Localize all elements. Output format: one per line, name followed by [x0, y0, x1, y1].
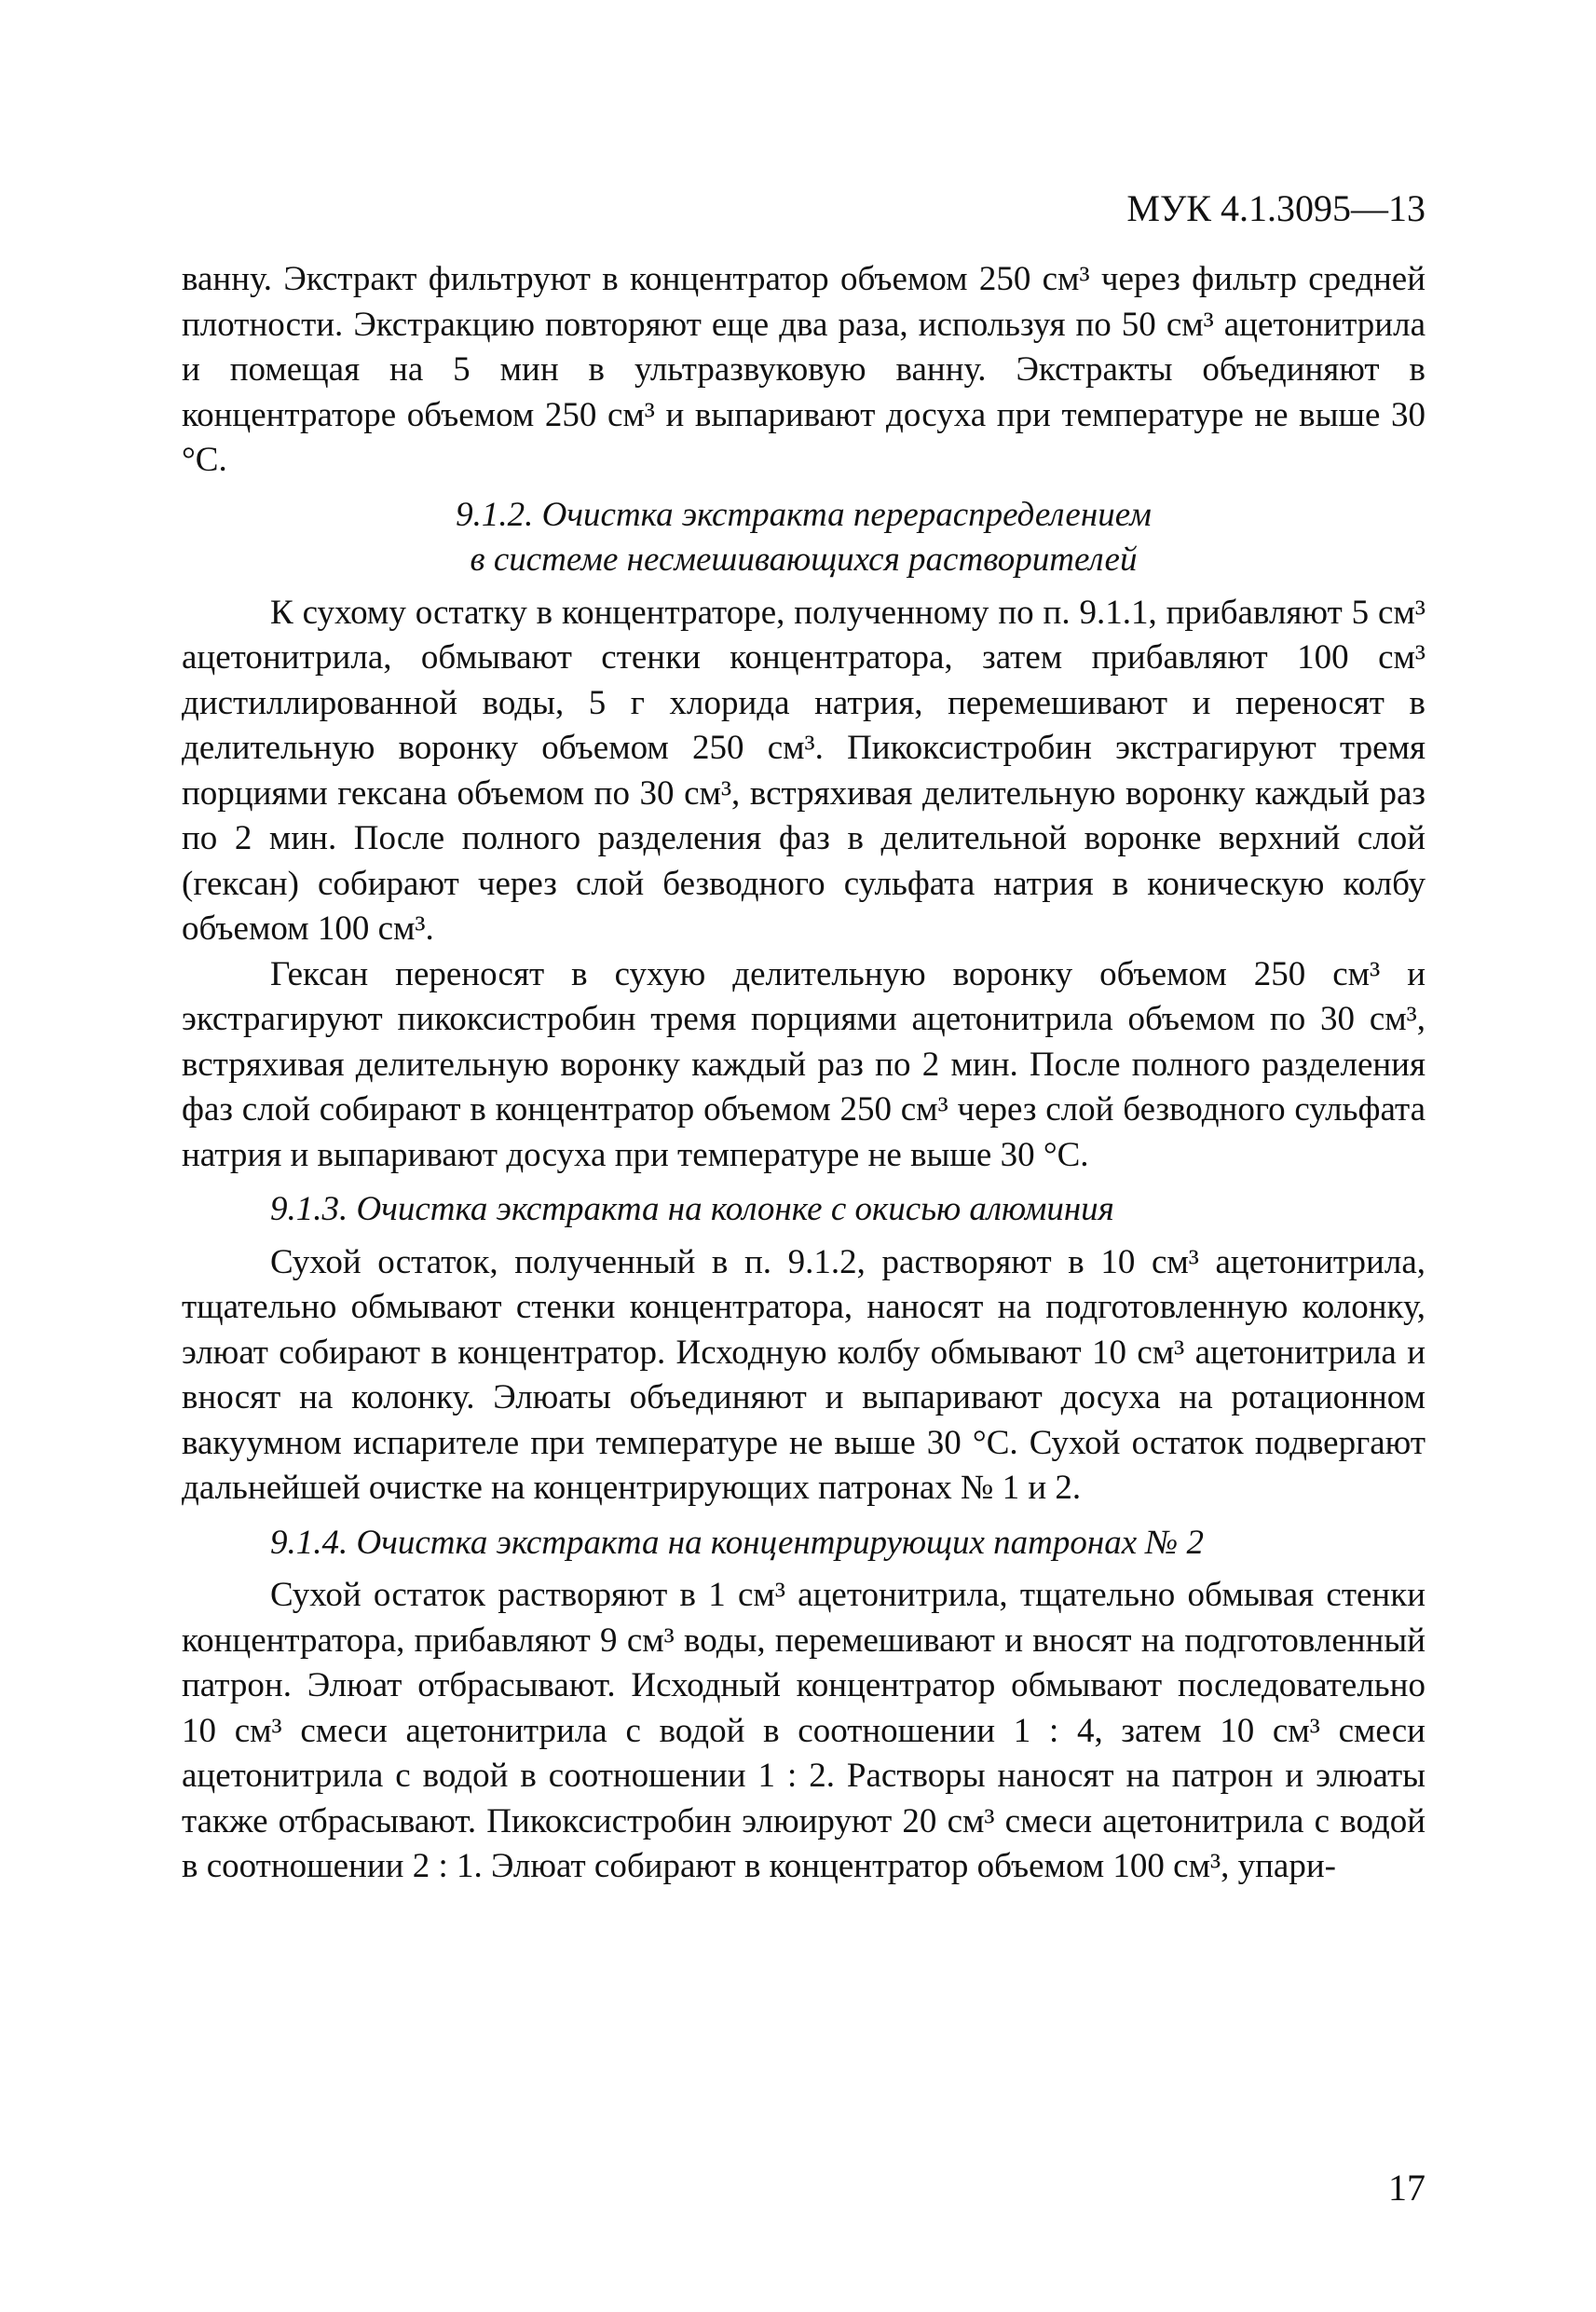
- paragraph-9-1-4: Сухой остаток растворяют в 1 см³ ацетонитрила, тщательно обмывая стенки концентратора, прибавляют 9 см³ воды, перемешивают и вносят на подготовленный патрон. Элюат отбрасывают. Исходный концентратор обмывают последовательно 10 см³ смеси ацетонитрила с водой в соотношении 1 : 4, затем 10 см³ смеси ацетонитрила с водой в соотношении 1 : 2. Растворы наносят на патрон и элюаты также отбрасывают. Пикоксистробин элюируют 20 см³ смеси ацетонитрила с водой в соотношении 2 : 1. Элюат собирают в концентратор объемом 100 см³, упари-: [182, 1576, 1425, 1885]
- paragraph-intro: ванну. Экстракт фильтруют в концентратор объемом 250 см³ через фильтр средней плотности. Экстракцию повторяют еще два раза, используя по 50 см³ ацетонитрила и помещая на 5 мин в ультразвуковую ванну. Экстракты объединяют в концентраторе объемом 250 см³ и выпаривают досуха при температуре не выше 30 °С.: [182, 260, 1425, 479]
- section-heading-9-1-2: [182, 493, 1425, 583]
- section-heading-9-1-2-line1: 9.1.2. Очистка экстракта перераспределением: [456, 495, 1152, 534]
- paragraph-9-1-2-b: Гексан переносят в сухую делительную воронку объемом 250 см³ и экстрагируют пикоксистробин тремя порциями ацетонитрила объемом по 30 см³, встряхивая делительную воронку каждый раз по 2 мин. После полного разделения фаз слой собирают в концентратор объемом 250 см³ через слой безводного сульфата натрия и выпаривают досуха при температуре не выше 30 °С.: [182, 954, 1425, 1174]
- running-head: МУК 4.1.3095—13: [1126, 187, 1425, 229]
- section-heading-9-1-2-line2: в системе несмешивающихся растворителей: [470, 540, 1138, 579]
- page-body: [182, 186, 1425, 1890]
- paragraph-9-1-3: Сухой остаток, полученный в п. 9.1.2, растворяют в 10 см³ ацетонитрила, тщательно обмывают стенки концентратора, наносят на подготовленную колонку, элюат собирают в концентратор. Исходную колбу обмывают 10 см³ ацетонитрила и вносят на колонку. Элюаты объединяют и выпаривают досуха на ротационном вакуумном испарителе при температуре не выше 30 °С. Сухой остаток подвергают дальнейшей очистке на концентрирующих патронах № 1 и 2.: [182, 1242, 1425, 1507]
- section-heading-9-1-3: 9.1.3. Очистка экстракта на колонке с окисью алюминия: [270, 1190, 1114, 1228]
- section-heading-9-1-4: 9.1.4. Очистка экстракта на концентрирующих патронах № 2: [270, 1523, 1205, 1562]
- page-number: 17: [1388, 2167, 1425, 2209]
- paragraph-9-1-2-a: К сухому остатку в концентраторе, полученному по п. 9.1.1, прибавляют 5 см³ ацетонитрила, обмывают стенки концентратора, затем прибавляют 100 см³ дистиллированной воды, 5 г хлорида натрия, перемешивают и переносят в делительную воронку объемом 250 см³. Пикоксистробин экстрагируют тремя порциями гексана объемом по 30 см³, встряхивая делительную воронку каждый раз по 2 мин. После полного разделения фаз в делительной воронке верхний слой (гексан) собирают через слой безводного сульфата натрия в коническую колбу объемом 100 см³.: [182, 593, 1425, 948]
